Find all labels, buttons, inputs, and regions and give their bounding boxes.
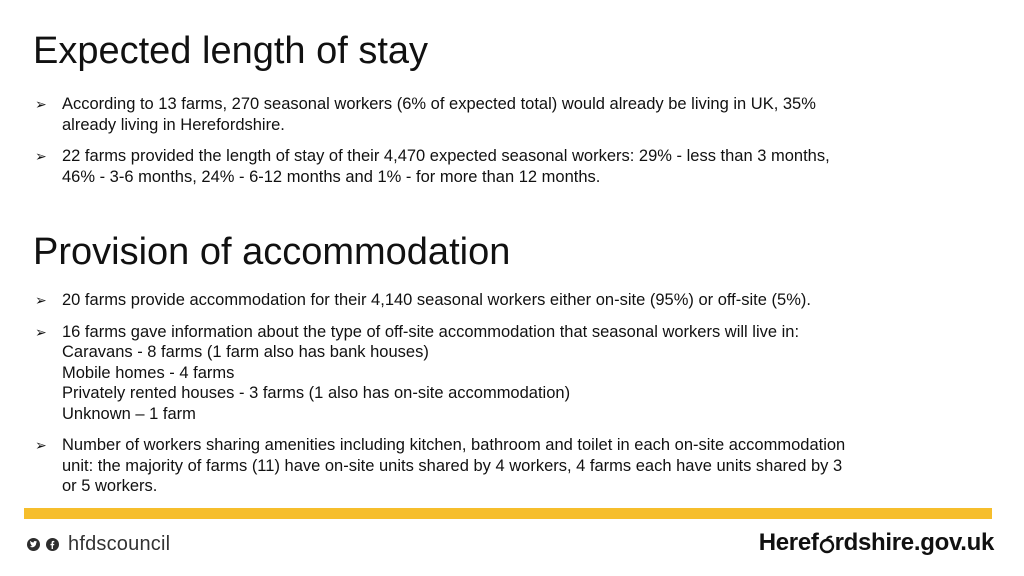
arrow-bullet-icon: ➢: [35, 437, 47, 453]
bullet-line: Number of workers sharing amenities including kitchen, bathroom and toilet in each on-site accommodation: [62, 436, 846, 454]
bullet-line: Unknown – 1 farm: [62, 404, 196, 423]
social-handle: [27, 533, 170, 556]
section-title-length-of-stay: Expected length of stay: [33, 30, 429, 72]
site-name-suffix: rdshire.gov.uk: [834, 529, 994, 556]
twitter-icon[interactable]: [27, 538, 40, 551]
bullet-item: [35, 435, 980, 497]
arrow-bullet-icon: ➢: [35, 292, 47, 308]
bullet-line: already living in Herefordshire.: [62, 115, 285, 134]
length-of-stay-bullets: [35, 94, 980, 198]
site-name-prefix: Heref: [758, 529, 819, 556]
bullet-item: [35, 146, 980, 187]
section-title-accommodation: Provision of accommodation: [33, 231, 511, 273]
site-logo: [759, 529, 994, 557]
bullet-line: Mobile homes - 4 farms: [62, 363, 235, 382]
bullet-item: [35, 94, 980, 135]
accommodation-bullets: [35, 290, 980, 508]
arrow-bullet-icon: ➢: [35, 96, 47, 112]
bullet-line: 20 farms provide accommodation for their 4,140 seasonal workers either on-site (95%) or off-site (5%).: [62, 291, 811, 309]
hop-logo-icon: [819, 535, 835, 555]
bullet-line: 46% - 3-6 months, 24% - 6-12 months and 1% - for more than 12 months.: [62, 167, 601, 186]
twitter-handle: hfdscouncil: [68, 533, 171, 555]
bullet-item: [35, 290, 980, 311]
facebook-icon[interactable]: [46, 538, 59, 551]
bullet-line: Caravans - 8 farms (1 farm also has bank houses): [62, 343, 429, 361]
bullet-item: [35, 322, 980, 425]
arrow-bullet-icon: ➢: [35, 323, 47, 340]
bullet-line: Privately rented houses - 3 farms (1 also has on-site accommodation): [62, 384, 571, 402]
bullet-line: 16 farms gave information about the type of off-site accommodation that seasonal workers will live in:: [62, 322, 800, 341]
bullet-line: unit: the majority of farms (11) have on-site units shared by 4 workers, 4 farms each have units shared by 3: [62, 456, 843, 475]
bullet-line: or 5 workers.: [62, 477, 158, 495]
bullet-line: 22 farms provided the length of stay of their 4,470 expected seasonal workers: 29% - less than 3 months,: [62, 147, 830, 165]
bullet-line: According to 13 farms, 270 seasonal workers (6% of expected total) would already be living in UK, 35%: [62, 95, 816, 113]
footer-divider-bar: [24, 508, 992, 519]
arrow-bullet-icon: ➢: [35, 148, 47, 164]
